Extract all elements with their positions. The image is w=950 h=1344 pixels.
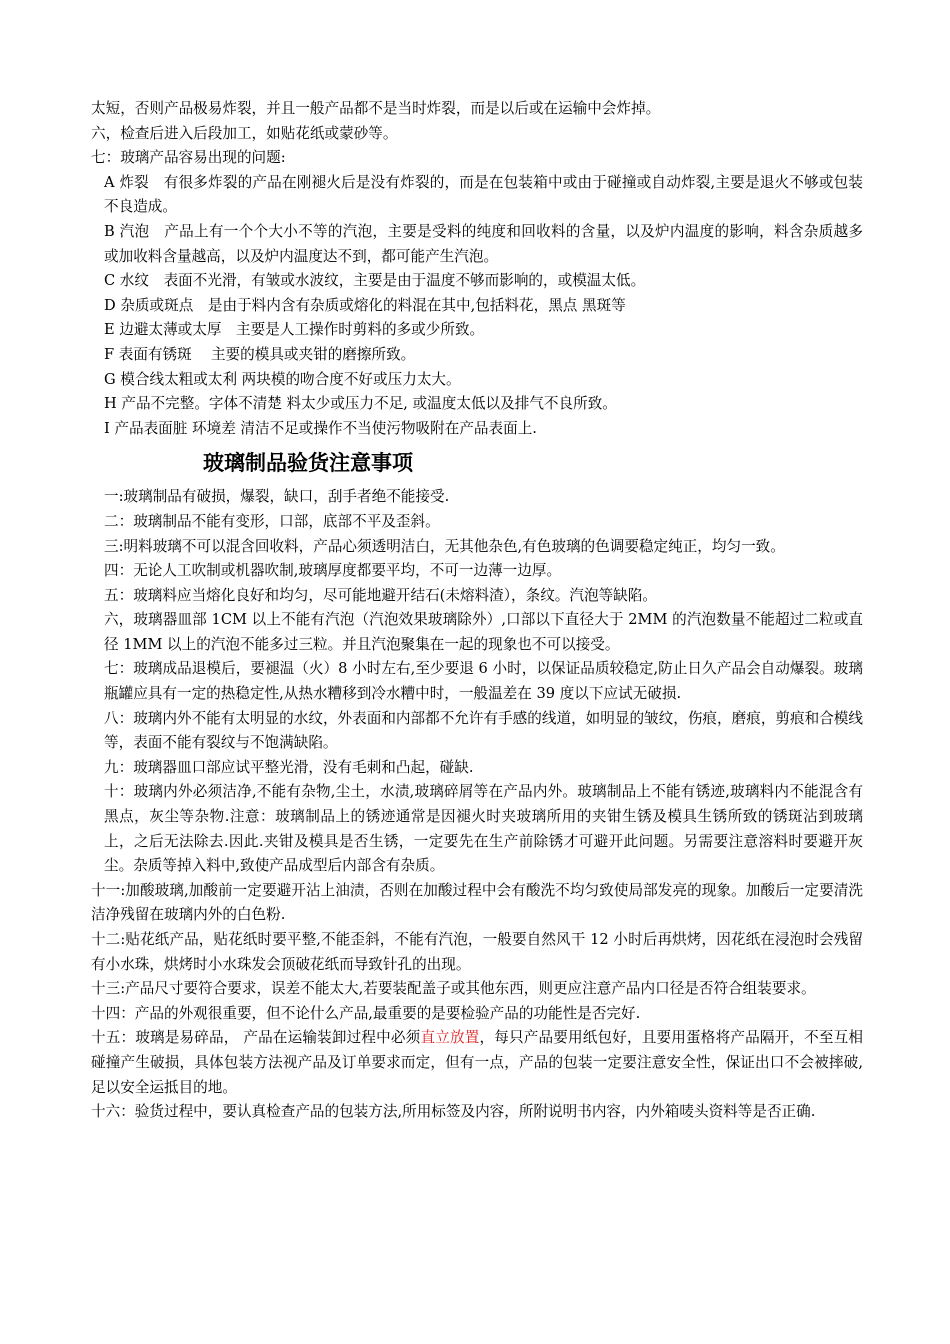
problem-item: B 汽泡 产品上有一个个大小不等的汽泡，主要是受料的纯度和回收料的含量，以及炉内温度的影响，料含杂质越多或加收料含量越高，以及炉内温度达不到，都可能产生汽泡。 (104, 222, 863, 265)
section-heading: 玻璃制品验货注意事项 (203, 450, 413, 476)
problem-item: G 模合线太粗或太利 两块模的吻合度不好或压力太大。 (104, 370, 461, 388)
problem-item: D 杂质或斑点 是由于料内含有杂质或熔化的料混在其中,包括料花，黑点 黑斑等 (104, 296, 626, 314)
inspection-item: 六，玻璃器皿部 1CM 以上不能有汽泡（汽泡效果玻璃除外）,口部以下直径大于 2MM 的汽泡数量不能超过二粒或直径 1MM 以上的汽泡不能多过三粒。并且汽泡聚集在一起的现象也不可以接受。 (104, 611, 863, 653)
inspection-item: 十：玻璃内外必须洁净,不能有杂物,尘土，水渍,玻璃碎屑等在产品内外。玻璃制品上不能有锈迹,玻璃料内不能混含有黑点，灰尘等杂物.注意：玻璃制品上的锈迹通常是因褪火时夹玻璃所用的夹钳生锈及模具生锈所致的锈斑沾到玻璃上，之后无法除去.因此.夹钳及模具是否生锈，一定要先在生产前除锈才可避开此问题。另需要注意溶料时要避开灰尘。杂质等掉入料中,致使产品成型后内部含有杂质。 (104, 783, 863, 875)
problem-item: F 表面有锈斑 主要的模具或夹钳的磨擦所致。 (104, 345, 416, 363)
inspection-item: 十六：验货过程中，要认真检查产品的包装方法,所用标签及内容，所附说明书内容，内外箱唛头资料等是否正确. (91, 1103, 816, 1121)
problem-item: C 水纹 表面不光滑，有皱或水波纹，主要是由于温度不够而影响的，或模温太低。 (104, 272, 646, 290)
inspection-item-packaging (91, 1026, 863, 1100)
problem-item: H 产品不完整。字体不清楚 料太少或压力不足, 或温度太低以及排气不良所致。 (104, 395, 617, 413)
inspection-item: 八：玻璃内外不能有太明显的水纹，外表面和内部都不允许有手感的线道，如明显的皱纹，伤痕，磨痕，剪痕和合模线等，表面不能有裂纹与不饱满缺陷。 (104, 709, 863, 752)
problem-item: E 边避太薄或太厚 主要是人工操作时剪料的多或少所致。 (104, 321, 485, 339)
inspection-item: 四：无论人工吹制或机器吹制,玻璃厚度都要平均，不可一边薄一边厚。 (104, 562, 562, 580)
inspection-item: 十三:产品尺寸要符合要求，误差不能太大,若要装配盖子或其他东西，则更应注意产品内口径是否符合组装要求。 (91, 980, 816, 998)
paragraph-intro-continuation: 太短，否则产品极易炸裂，并且一般产品都不是当时炸裂，而是以后或在运输中会炸掉。 (91, 100, 661, 117)
problem-item: A 炸裂 有很多炸裂的产品在刚褪火后是没有炸裂的，而是在包装箱中或由于碰撞或自动炸裂,主要是退火不够或包装不良造成。 (104, 173, 863, 216)
packaging-text-after: ，每只产品要用纸包好，且要用蛋格将产品隔开，不至互相碰撞产生破损，具体包装方法视产品及订单要求而定，但有一点，产品的包装一定要注意安全性，保证出口不会被摔破,足以安全运抵目的地。 (91, 1029, 863, 1096)
inspection-item: 十二:贴花纸产品，贴花纸时要平整,不能歪斜，不能有汽泡，一般要自然风干 12 小时后再烘烤，因花纸在浸泡时会残留有小水珠，烘烤时小水珠发会顶破花纸而导致针孔的出现。 (91, 931, 863, 973)
paragraph-problems-intro: 七：玻璃产品容易出现的问题: (91, 149, 286, 167)
inspection-item: 三:明料玻璃不可以混含回收料，产品心须透明洁白，无其他杂色,有色玻璃的色调要稳定纯正，均匀一致。 (104, 537, 785, 555)
inspection-item: 九：玻璃器皿口部应试平整光滑，没有毛刺和凸起，碰缺. (104, 758, 474, 776)
inspection-item: 十四：产品的外观很重要，但不论什么产品,最重要的是要检验产品的功能性是否完好. (91, 1004, 641, 1022)
document-page (91, 97, 863, 1125)
packaging-text-before: 十五：玻璃是易碎品， 产品在运输装卸过程中必须 (91, 1029, 421, 1047)
problem-item: I 产品表面脏 环境差 清洁不足或操作不当使污物吸附在产品表面上. (104, 419, 537, 437)
paragraph-step-six: 六，检查后进入后段加工，如贴花纸或蒙砂等。 (91, 124, 398, 142)
inspection-item: 二：玻璃制品不能有变形，口部，底部不平及歪斜。 (104, 512, 440, 530)
highlight-upright-text: 直立放置 (420, 1029, 480, 1047)
inspection-item: 五：玻璃料应当熔化良好和均匀，尽可能地避开结石(未熔料渣），条纹。汽泡等缺陷。 (104, 586, 657, 604)
inspection-item: 七：玻璃成品退模后，要褪温（火）8 小时左右,至少要退 6 小时，以保证品质较稳定,防止日久产品会自动爆裂。玻璃瓶罐应具有一定的热稳定性,从热水糟移到冷水糟中时，一般温差在 39 度以下应试无破损. (104, 660, 863, 703)
inspection-item: 一:玻璃制品有破损，爆裂，缺口，刮手者绝不能接受. (104, 488, 450, 506)
inspection-item: 十一:加酸玻璃,加酸前一定要避开沾上油渍，否则在加酸过程中会有酸洗不均匀致使局部发亮的现象。加酸后一定要清洗洁净残留在玻璃内外的白色粉. (91, 881, 863, 924)
